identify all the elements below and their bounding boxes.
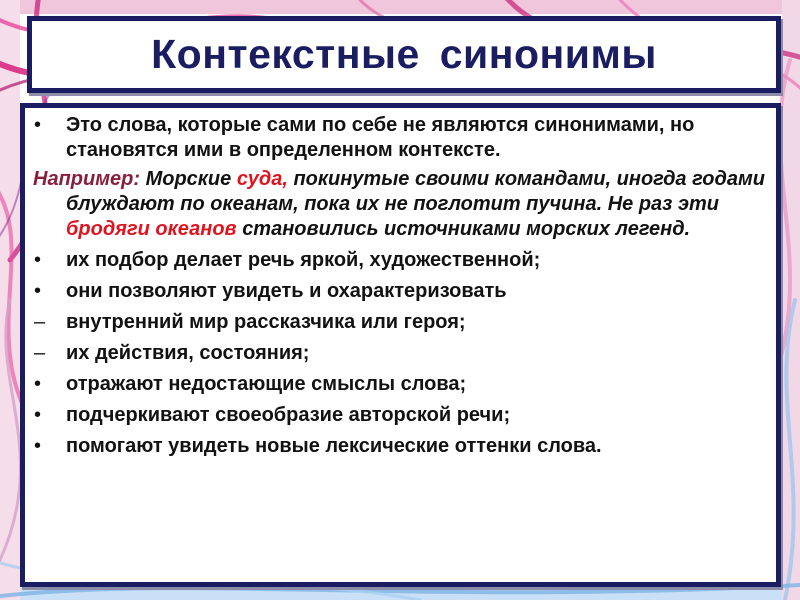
bullet-icon: • [34, 373, 42, 395]
example-text-1: Морские [145, 168, 232, 190]
list-item [33, 434, 768, 459]
example-lead: Например: [33, 168, 141, 190]
list-item [33, 403, 768, 428]
list-item-text: внутренний мир рассказчика или героя; [66, 311, 466, 333]
title-box [27, 16, 781, 93]
page-title: Контекстные синонимы [151, 31, 657, 77]
example-text-2: покинутые своими командами, иногда годами блуждают по океанам, пока их не поглотит пучина. Не раз эти [66, 168, 765, 215]
bullet-icon: • [34, 249, 42, 271]
dash-icon: – [34, 342, 46, 364]
bullet-icon: • [34, 435, 42, 457]
list-item-text: помогают увидеть новые лексические оттенки слова. [66, 435, 602, 457]
dash-icon: – [34, 311, 46, 333]
list-item [33, 279, 768, 304]
example-text-3: становились источниками морских легенд. [242, 218, 691, 240]
list-item-text: подчеркивают своеобразие авторской речи; [66, 404, 511, 426]
content-box [20, 103, 781, 587]
list-item [33, 372, 768, 397]
list-item-text: отражают недостающие смыслы слова; [66, 373, 467, 395]
bullet-icon: • [34, 280, 42, 302]
list-item-text: они позволяют увидеть и охарактеризовать [66, 280, 507, 302]
example-paragraph [33, 167, 768, 242]
example-highlight-wanderers: бродяги океанов [66, 218, 237, 240]
list-item [33, 248, 768, 273]
definition-text: Это слова, которые сами по себе не являются синонимами, но становятся ими в определенном контексте. [66, 114, 695, 161]
bullet-icon: • [34, 114, 42, 136]
example-highlight-ships: суда, [236, 168, 288, 190]
list-item [33, 310, 768, 335]
bullet-icon: • [34, 404, 42, 426]
list-item-text: их подбор делает речь яркой, художественной; [66, 249, 541, 271]
list-item-text: их действия, состояния; [66, 342, 310, 364]
definition-item [33, 113, 768, 163]
list-item [33, 341, 768, 366]
